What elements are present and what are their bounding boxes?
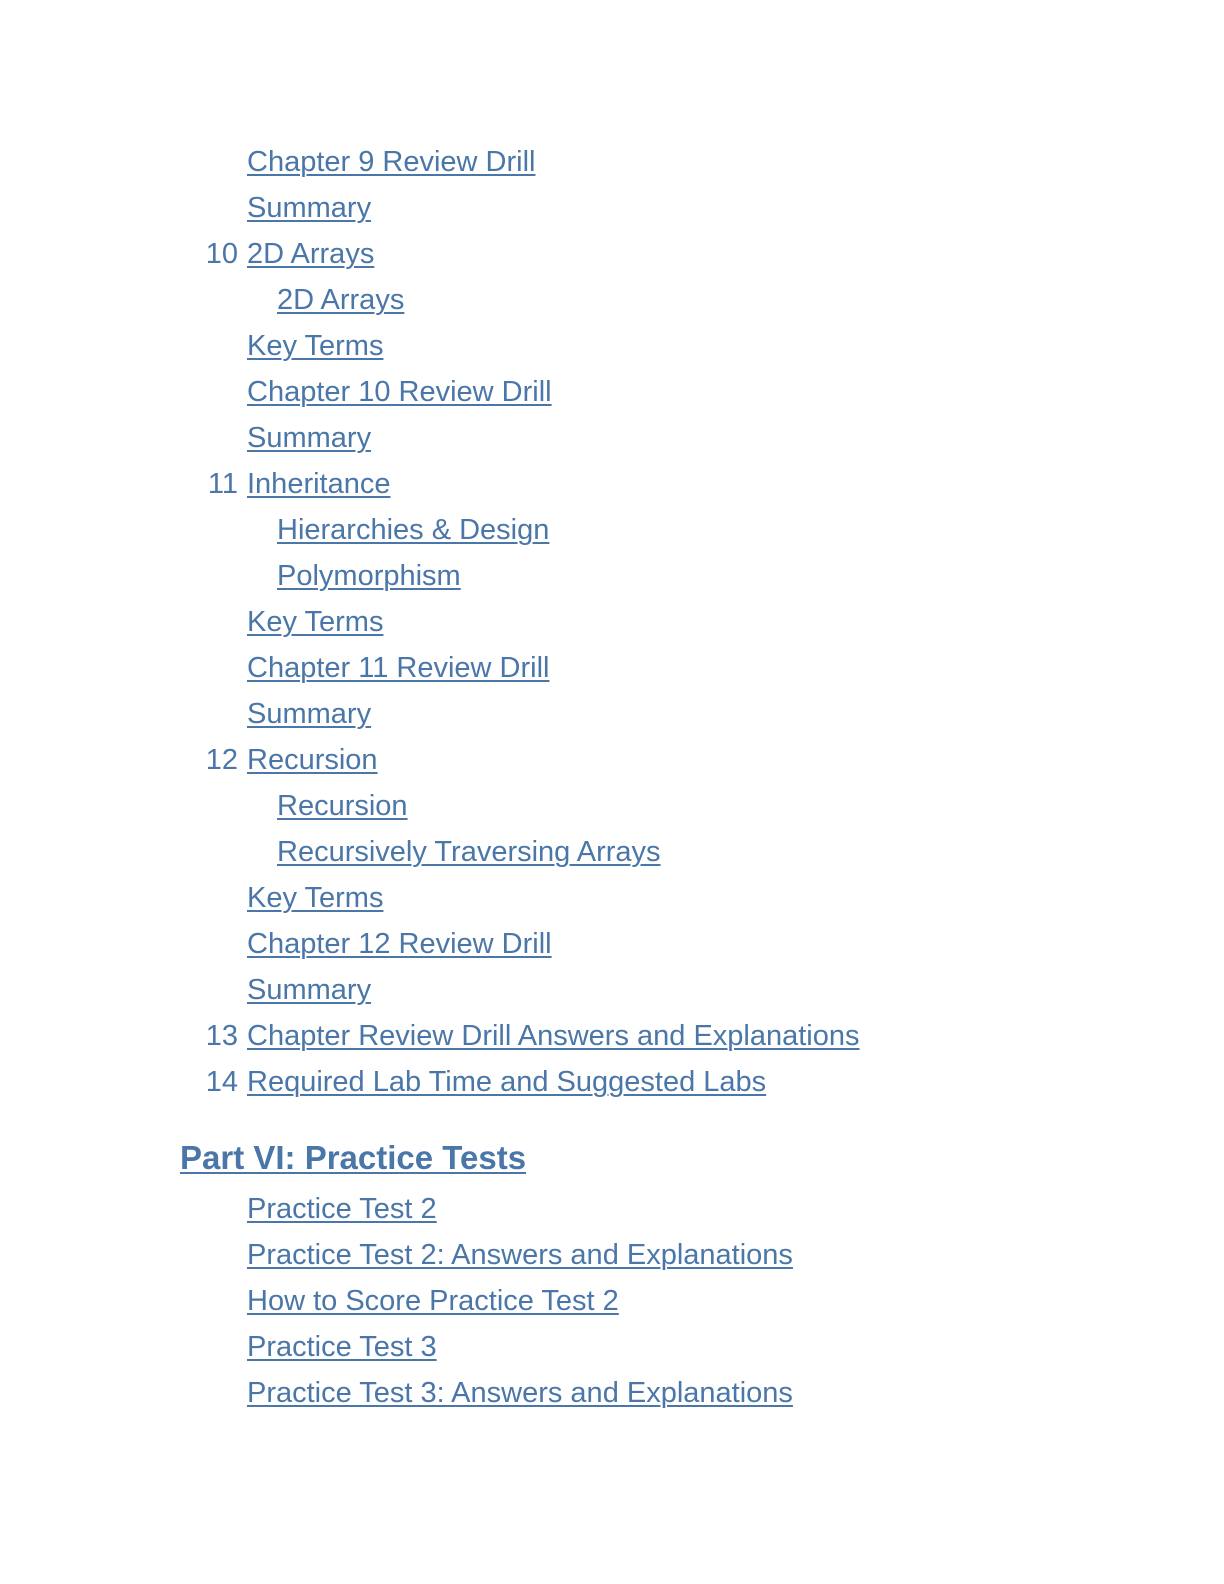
toc-link[interactable]: Chapter 11 Review Drill	[247, 652, 550, 684]
toc-link[interactable]: Practice Test 3	[247, 1331, 437, 1363]
toc-link[interactable]: Chapter 10 Review Drill	[247, 376, 552, 408]
part-heading-link[interactable]: Part VI: Practice Tests	[180, 1139, 527, 1176]
toc-link[interactable]: 2D Arrays	[277, 284, 405, 316]
toc-link[interactable]: 2D Arrays	[247, 238, 375, 270]
toc-link[interactable]: Chapter Review Drill Answers and Explanations	[247, 1020, 860, 1052]
chapter-number: 10	[205, 238, 238, 270]
toc-link[interactable]: Summary	[247, 698, 372, 730]
toc-link[interactable]: Key Terms	[247, 882, 384, 914]
toc-link[interactable]: How to Score Practice Test 2	[247, 1285, 619, 1317]
toc-link[interactable]: Chapter 9 Review Drill	[247, 146, 536, 178]
toc-link[interactable]: Key Terms	[247, 606, 384, 638]
chapter-number: 13	[205, 1020, 238, 1052]
toc-link[interactable]: Key Terms	[247, 330, 384, 362]
toc-link[interactable]: Practice Test 2	[247, 1193, 437, 1225]
toc-link[interactable]: Recursion	[247, 744, 378, 776]
toc-link[interactable]: Polymorphism	[277, 560, 461, 592]
toc-link[interactable]: Required Lab Time and Suggested Labs	[247, 1066, 767, 1098]
toc-link[interactable]: Practice Test 2: Answers and Explanations	[247, 1239, 793, 1271]
toc-link[interactable]: Hierarchies & Design	[277, 514, 550, 546]
chapter-number: 11	[207, 468, 238, 500]
toc-link[interactable]: Chapter 12 Review Drill	[247, 928, 552, 960]
toc-link[interactable]: Practice Test 3: Answers and Explanations	[247, 1377, 793, 1409]
chapter-number: 14	[205, 1066, 238, 1098]
toc-link[interactable]: Summary	[247, 422, 372, 454]
chapter-number: 12	[205, 744, 238, 776]
toc-link[interactable]: Recursively Traversing Arrays	[277, 836, 661, 868]
toc-link[interactable]: Inheritance	[247, 468, 391, 500]
toc-link[interactable]: Summary	[247, 192, 372, 224]
toc-link[interactable]: Summary	[247, 974, 372, 1006]
toc-link[interactable]: Recursion	[277, 790, 408, 822]
